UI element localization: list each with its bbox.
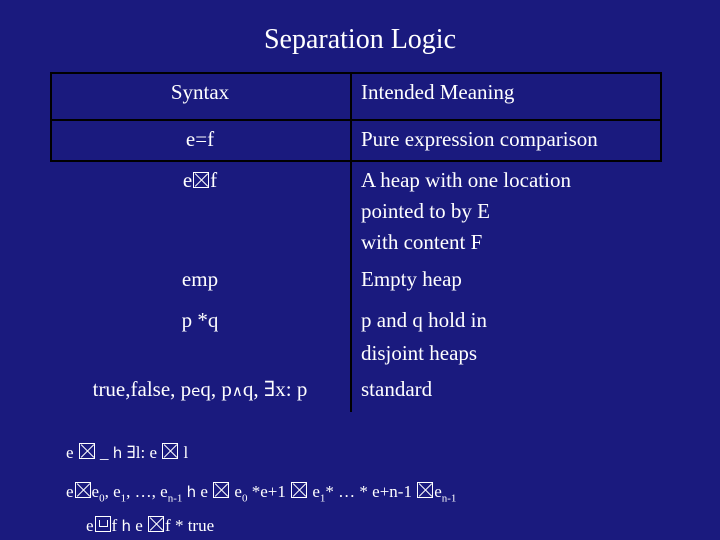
meaning-cell: A heap with one location <box>361 168 571 192</box>
implication-icon: e <box>191 382 201 400</box>
syntax-table <box>50 72 662 412</box>
equivalence-icon: h <box>186 483 197 501</box>
equivalence-icon: h <box>121 517 131 535</box>
row-divider <box>50 160 662 162</box>
points-to-icon <box>193 172 209 188</box>
exists-icon: ∃ <box>126 443 136 462</box>
header-syntax: Syntax <box>170 80 230 104</box>
exists-icon: ∃ <box>263 377 276 401</box>
and-icon: ∧ <box>231 382 243 400</box>
definition-line: e _ h ∃l: e l <box>66 443 189 462</box>
points-to-icon <box>79 443 95 459</box>
weak-points-to-icon <box>95 516 111 532</box>
syntax-cell: e=f <box>185 127 215 151</box>
meaning-cell: Empty heap <box>361 267 462 291</box>
meaning-cell: standard <box>361 377 433 401</box>
syntax-cell: p *q <box>181 308 219 332</box>
syntax-cell: e f <box>182 168 218 192</box>
points-to-icon <box>291 482 307 498</box>
column-divider <box>350 72 352 412</box>
meaning-cell: disjoint heaps <box>361 341 478 365</box>
syntax-cell: emp <box>181 267 219 291</box>
definition-line: e f h e f * true <box>86 516 215 535</box>
syntax-cell: true,false, peq, p∧q, ∃x: p <box>92 377 308 401</box>
meaning-cell: pointed to by E <box>361 199 490 223</box>
meaning-cell: p and q hold in <box>361 308 487 332</box>
points-to-icon <box>75 482 91 498</box>
header-meaning: Intended Meaning <box>361 80 515 104</box>
definition-line: e $e_0$, $e_1$, …, $e_{n-1}$ h e $e_0$ *e+1 $e_1*$ … * e+n-1 $e_{n-1}$ <box>66 482 457 505</box>
meaning-cell: with content F <box>361 230 483 254</box>
header-divider <box>50 119 662 121</box>
equivalence-icon: h <box>112 444 123 462</box>
points-to-icon <box>213 482 229 498</box>
definitions <box>66 438 706 538</box>
meaning-cell: Pure expression comparison <box>361 127 598 151</box>
table-border-top <box>50 72 662 74</box>
points-to-icon <box>162 443 178 459</box>
points-to-icon <box>148 516 164 532</box>
points-to-icon <box>417 482 433 498</box>
slide-title: Separation Logic <box>263 24 457 55</box>
table-border-right <box>660 72 662 162</box>
